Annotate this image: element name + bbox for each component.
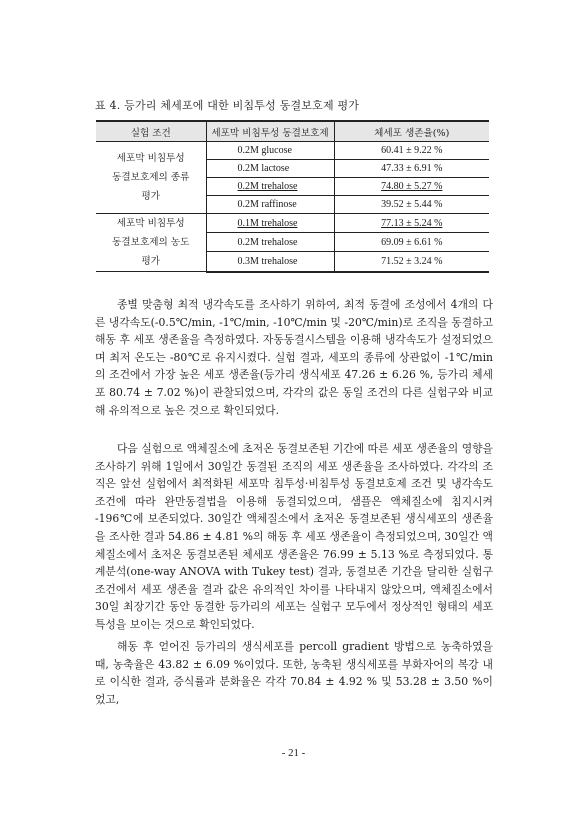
- agent-cell: 0.2M raffinose: [206, 196, 334, 214]
- body-paragraph-3: [95, 638, 493, 708]
- agent-cell-highlight: 0.2M trehalose: [206, 178, 334, 196]
- header-survival-rate: 체세포 생존율(%): [334, 121, 489, 142]
- page-number: - 21 -: [281, 747, 306, 759]
- table-header-row: [96, 121, 489, 142]
- evaluation-table: [96, 120, 489, 273]
- agent-cell: 0.2M glucose: [206, 142, 334, 160]
- agent-cell: 0.3M trehalose: [206, 252, 334, 272]
- header-cryoprotectant: 세포막 비침투성 동결보호제: [206, 121, 334, 142]
- condition-label-line: 동결보호제의 종류: [112, 172, 190, 183]
- table-row: [96, 214, 489, 233]
- agent-cell-highlight: 0.1M trehalose: [206, 214, 334, 233]
- paragraph-text: 종별 맞춤형 최적 냉각속도를 조사하기 위하여, 최적 동결에 조성에서 4개의 다른 냉각속도(-0.5℃/min, -1℃/min, -10℃/min 및 -20℃/min)로 조직을 동결하고 해동 후 세포 생존율을 측정하였다. 자동동결시스템을 이용해 냉각속도가 설정되었으며 최저 온도는 -80℃로 유지시켰다. 실험 결과, 세포의 종류에 상관없이 -1℃/min의 조건에서 가장 높은 세포 생존율(등가리 생식세포 47.26 ± 6.26 %, 등가리 체세포 80.74 ± 7.02 %)이 관찰되었으며, 각각의 값은 동일 조건의 다른 실험구와 비교해 유의적으로 높은 것으로 확인되었다.: [95, 298, 493, 417]
- condition-label-line: 세포막 비침투성: [116, 153, 185, 164]
- survival-cell-highlight: 77.13 ± 5.24 %: [334, 214, 489, 233]
- paragraph-text: 다음 실험으로 액체질소에 초저온 동결보존된 기간에 따른 세포 생존율의 영향을 조사하기 위해 1일에서 30일간 동결된 조직의 세포 생존율을 조사하였다. 각각의 조직은 앞선 실험에서 최적화된 세포막 침투성·비침투성 동결보호제 조건 및 냉각속도 조건에 따라 완만동결법을 이용해 동결되었으며, 샘플은 액체질소에 침지시켜 -196℃에 보존되었다. 30일간 액체질소에서 초저온 동결보존된 생식세포의 생존율을 조사한 결과 54.86 ± 4.81 %의 해동 후 세포 생존율이 측정되었으며, 30일간 액체질소에서 초저온 동결보존된 체세포 생존율은 76.99 ± 5.13 %로 측정되었다. 통계분석(one-way ANOVA with Tukey test) 결과, 동결보존 기간을 달리한 실험구 조건에서 세포 생존율 결과 값은 유의적인 차이를 나타내지 않았으며, 액체질소에서 30일 최장기간 동안 동결한 등가리의 세포는 실험구 모두에서 정상적인 형태의 세포 특성을 보이는 것으로 확인되었다.: [95, 442, 493, 631]
- condition-label-line: 평가: [141, 256, 161, 267]
- agent-cell: 0.2M lactose: [206, 160, 334, 178]
- table-row: [96, 142, 489, 160]
- header-condition: 실험 조건: [96, 121, 206, 142]
- condition-label-line: 세포막 비침투성: [116, 218, 185, 229]
- survival-cell-highlight: 74.80 ± 5.27 %: [334, 178, 489, 196]
- table-caption: 표 4. 등가리 체세포에 대한 비침투성 동결보호제 평가: [95, 99, 360, 112]
- survival-cell: 60.41 ± 9.22 %: [334, 142, 489, 160]
- condition-type-cell: [96, 142, 206, 214]
- body-paragraph-2: [95, 440, 493, 634]
- body-paragraph-1: [95, 296, 493, 419]
- agent-cell: 0.2M trehalose: [206, 233, 334, 252]
- condition-concentration-cell: [96, 214, 206, 272]
- condition-label-line: 동결보호제의 농도: [112, 237, 190, 248]
- paragraph-text: 해동 후 얻어진 등가리의 생식세포를 percoll gradient 방법으로 농축하였을 때, 농축율은 43.82 ± 6.09 %이었다. 또한, 농축된 생식세포를 부화자어의 복강 내로 이식한 결과, 증식률과 분화율은 각각 70.84 ± 4.92 % 및 53.28 ± 3.50 %이었고,: [95, 640, 493, 706]
- condition-label-line: 평가: [141, 191, 161, 202]
- survival-cell: 69.09 ± 6.61 %: [334, 233, 489, 252]
- survival-cell: 47.33 ± 6.91 %: [334, 160, 489, 178]
- survival-cell: 71.52 ± 3.24 %: [334, 252, 489, 272]
- survival-cell: 39.52 ± 5.44 %: [334, 196, 489, 214]
